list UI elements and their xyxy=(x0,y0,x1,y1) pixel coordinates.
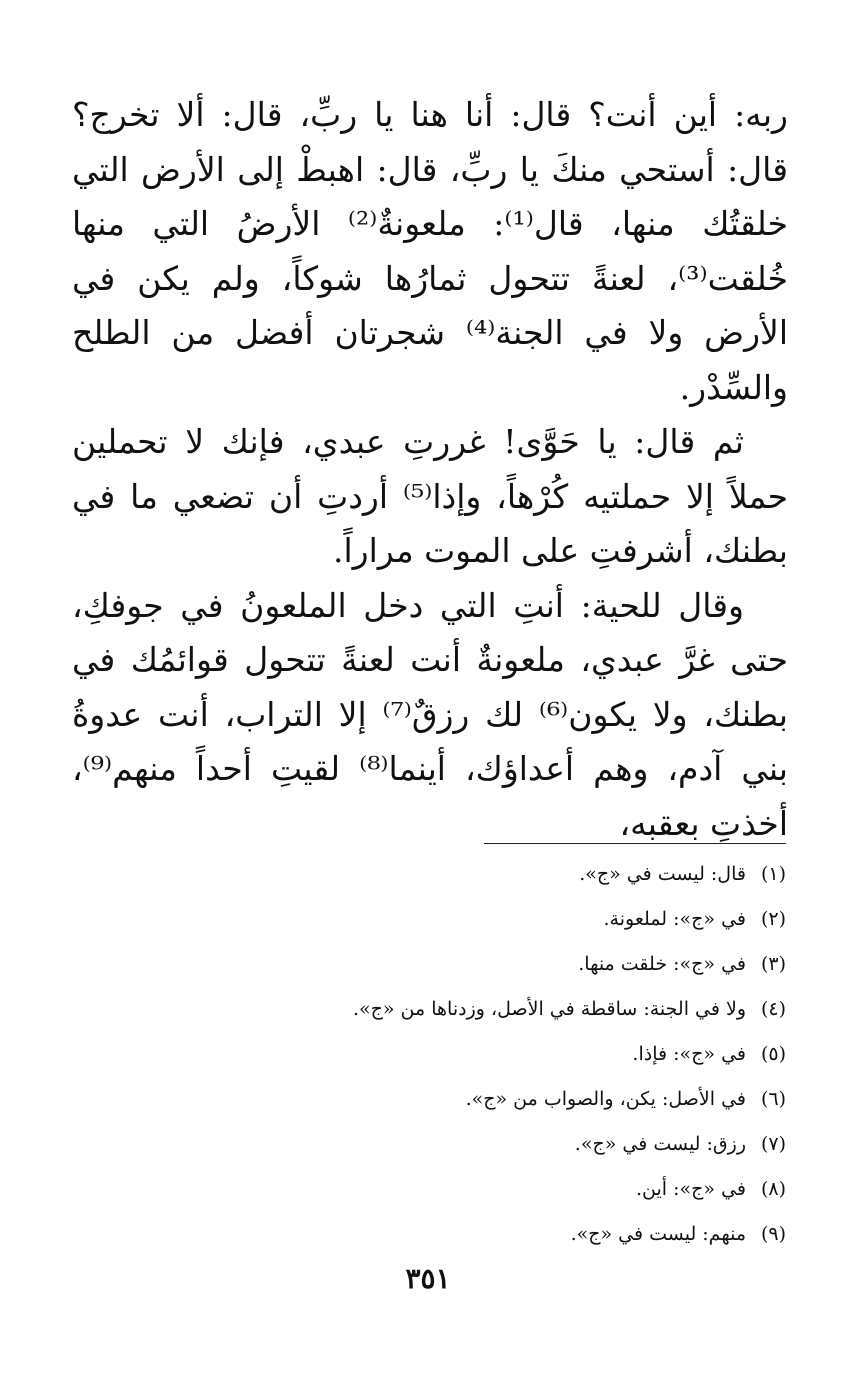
footnote-number: (٩) xyxy=(760,1223,786,1245)
footnote-text: في «ج»: فإذا. xyxy=(632,1043,746,1065)
footnote-item xyxy=(120,1077,786,1122)
footnotes-list xyxy=(120,852,786,1257)
footnote-number: (٣) xyxy=(760,953,786,975)
page-number: ٣٥١ xyxy=(405,1262,451,1295)
footnote-text: في «ج»: خلقت منها. xyxy=(578,953,746,975)
paragraph-3: وقال للحية: أنتِ التي دخل الملعونُ في جوفكِ، حتى غرَّ عبدي، ملعونةٌ أنت لعنةً تتحول قوائمُك في بطنك، ولا يكون⁽⁶⁾ لك رزقٌ⁽⁷⁾ إلا التراب، أنت عدوةُ بني آدم، وهم أعداؤك، أينما⁽⁸⁾ لقيتِ أحداً منهم⁽⁹⁾، أخذتِ بعقبه، xyxy=(72,585,788,843)
footnote-number: (٨) xyxy=(760,1178,786,1200)
footnote-text: منهم: ليست في «ج». xyxy=(570,1223,746,1245)
footnote-text: رزق: ليست في «ج». xyxy=(574,1133,746,1155)
footnote-divider xyxy=(484,843,786,844)
paragraph-1: ربه: أين أنت؟ قال: أنا هنا يا ربِّ، قال: ألا تخرج؟ قال: أستحي منكَ يا ربِّ، قال: اهبطْ إلى الأرض التي خلقتُك منها، قال⁽¹⁾: ملعونةٌ⁽²⁾ الأرضُ التي منها خُلقت⁽³⁾، لعنةً تتحول ثمارُها شوكاً، ولم يكن في الأرض ولا في الجنة⁽⁴⁾ شجرتان أفضل من الطلح والسِّدْر. xyxy=(72,95,789,407)
footnote-number: (٦) xyxy=(760,1088,786,1110)
footnote-number: (٤) xyxy=(760,998,786,1020)
footnote-number: (٥) xyxy=(760,1043,786,1065)
main-text xyxy=(72,88,788,851)
footnote-number: (٧) xyxy=(760,1133,786,1155)
footnote-text: قال: ليست في «ج». xyxy=(579,863,746,885)
footnote-text: في «ج»: أين. xyxy=(636,1178,746,1200)
footnote-item xyxy=(120,1032,786,1077)
footnote-number: (٢) xyxy=(760,908,786,930)
footnote-item xyxy=(120,1212,786,1257)
footnote-item xyxy=(120,942,786,987)
footnote-text: في «ج»: لملعونة. xyxy=(603,908,746,930)
footnote-item xyxy=(120,1122,786,1167)
footnote-item xyxy=(120,987,786,1032)
footnote-number: (١) xyxy=(760,863,786,885)
footnote-item xyxy=(120,897,786,942)
footnote-text: في الأصل: يكن، والصواب من «ج». xyxy=(465,1088,746,1110)
footnote-item xyxy=(120,852,786,897)
footnote-text: ولا في الجنة: ساقطة في الأصل، وزدناها من «ج». xyxy=(352,998,746,1020)
footnote-item xyxy=(120,1167,786,1212)
paragraph-2: ثم قال: يا حَوَّى! غررتِ عبدي، فإنك لا تحملين حملاً إلا حملتيه كُرْهاً، وإذا⁽⁵⁾ أردتِ أن تضعي ما في بطنك، أشرفتِ على الموت مراراً. xyxy=(72,422,789,570)
